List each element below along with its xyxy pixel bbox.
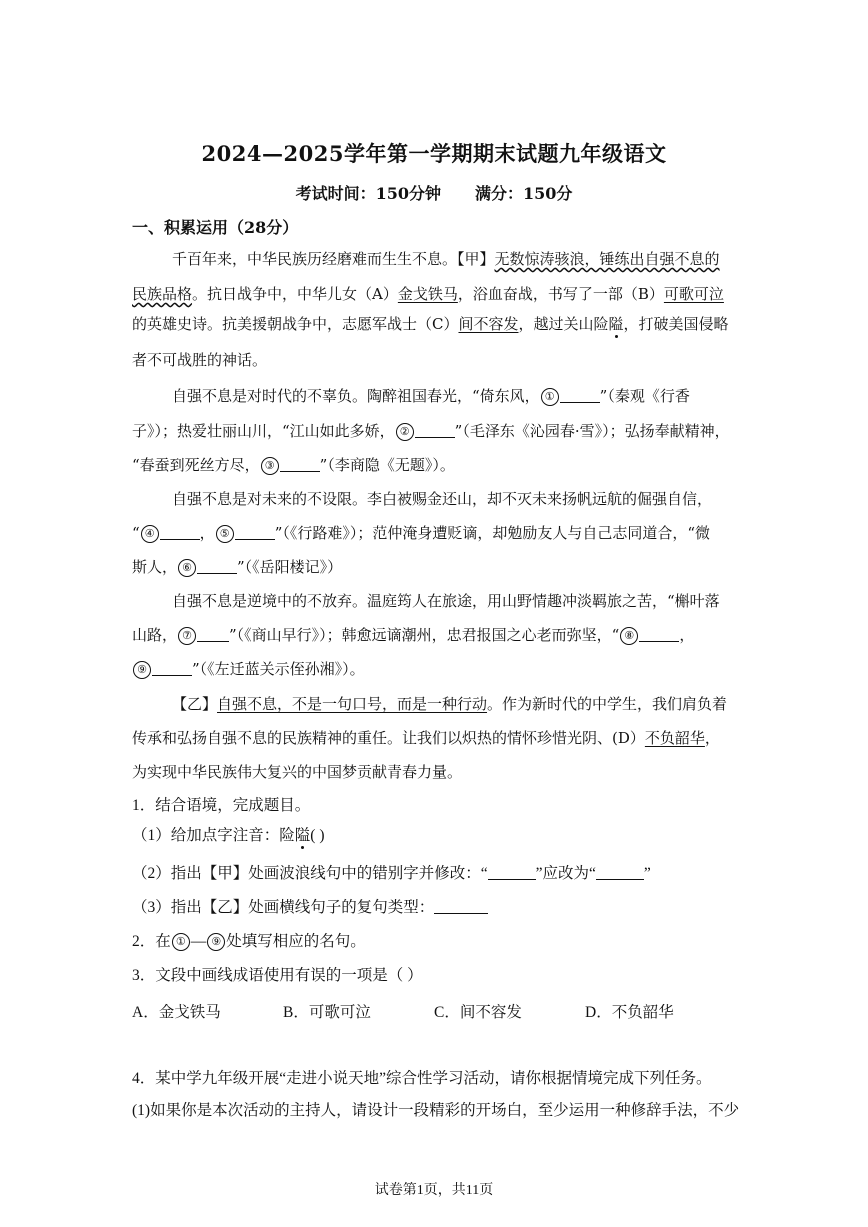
p3-line2: “ ④ ， ⑤ ”（《行路难》）；范仲淹身遭贬谪，却勉励友人与自己志同道合，“微 — [132, 524, 711, 542]
p3-line3: 斯人， ⑥ ”（《岳阳楼记》） — [132, 558, 343, 576]
exam-time: 考试时间：150分钟 — [295, 184, 441, 203]
p4-line2: 山路， ⑦ ”（《商山早行》）；韩愈远谪潮州，忠君报国之心老而弥坚，“ ⑧ ， — [132, 626, 695, 644]
p2-line2: 子》）；热爱壮丽山川，“江山如此多娇， ② ”（毛泽东《沁园春·雪》）；弘扬奉献精神， — [132, 422, 730, 440]
question-1-2: （2）指出【甲】处画波浪线句中的错别字并修改：“ ”应改为“ ” — [132, 865, 651, 882]
p5-line2: 传承和弘扬自强不息的民族精神的重任。让我们以炽热的情怀珍惜光阴、(D）不负韶华， — [132, 729, 720, 747]
question-2: 2．在 ① — ⑨ 处填写相应的名句。 — [132, 933, 366, 950]
p1-line3: 的英雄史诗。抗美援朝战争中，志愿军战士（C）间不容发，越过关山险隘，打破美国侵略 — [132, 315, 729, 333]
p1-line2: 民族品格。抗日战争中，中华儿女（A）金戈铁马，浴血奋战，书写了一部（B）可歌可泣 — [132, 285, 724, 303]
full-score: 满分：150分 — [475, 184, 573, 203]
page-footer: 试卷第1页，共11页 — [374, 1183, 494, 1198]
question-1-1: （1）给加点字注音：险隘( ) — [132, 827, 325, 844]
p1-line4: 者不可战胜的神话。 — [132, 351, 268, 369]
p4-line1: 自强不息是逆境中的不放弃。温庭筠人在旅途，用山野情趣冲淡羁旅之苦，“槲叶落 — [172, 592, 720, 610]
p2-line1: 自强不息是对时代的不辜负。陶醉祖国春光，“倚东风， ① ”（秦观《行香 — [172, 387, 690, 405]
option-d: D．不负韶华 — [585, 1004, 674, 1021]
question-1: 1．结合语境，完成题目。 — [132, 797, 311, 814]
p3-line1: 自强不息是对未来的不设限。李白被赐金还山，却不灭未来扬帆远航的倔强自信， — [172, 490, 713, 508]
option-a: A．金戈铁马 — [132, 1004, 221, 1021]
p4-line3: ⑨ ”（《左迁蓝关示侄孙湘》）。 — [132, 659, 365, 679]
p1-line1: 千百年来，中华民族历经磨难而生生不息。【甲】无数惊涛骇浪，锤练出自强不息的 — [172, 250, 720, 268]
section-heading: 一、积累运用（28分） — [132, 218, 299, 237]
p2-line3: “春蚕到死丝方尽， ③ ”（李商隐《无题》）。 — [132, 456, 455, 474]
question-4-1: (1)如果你是本次活动的主持人，请设计一段精彩的开场白，至少运用一种修辞手法，不少 — [132, 1102, 740, 1119]
p5-line1: 【乙】自强不息，不是一句口号，而是一种行动。作为新时代的中学生，我们肩负着 — [172, 695, 728, 713]
question-3: 3．文段中画线成语使用有误的一项是（ ） — [132, 967, 423, 984]
option-b: B．可歌可泣 — [283, 1004, 371, 1021]
p5-line3: 为实现中华民族伟大复兴的中国梦贡献青春力量。 — [132, 763, 463, 781]
exam-title: 2024—2025学年第一学期期末试题九年级语文 — [201, 141, 667, 166]
question-1-3: （3）指出【乙】处画横线句子的复句类型： — [132, 898, 488, 918]
question-4: 4．某中学九年级开展“走进小说天地”综合性学习活动，请你根据情境完成下列任务。 — [132, 1070, 712, 1087]
exam-info — [0, 181, 868, 204]
option-c: C．间不容发 — [434, 1004, 522, 1021]
